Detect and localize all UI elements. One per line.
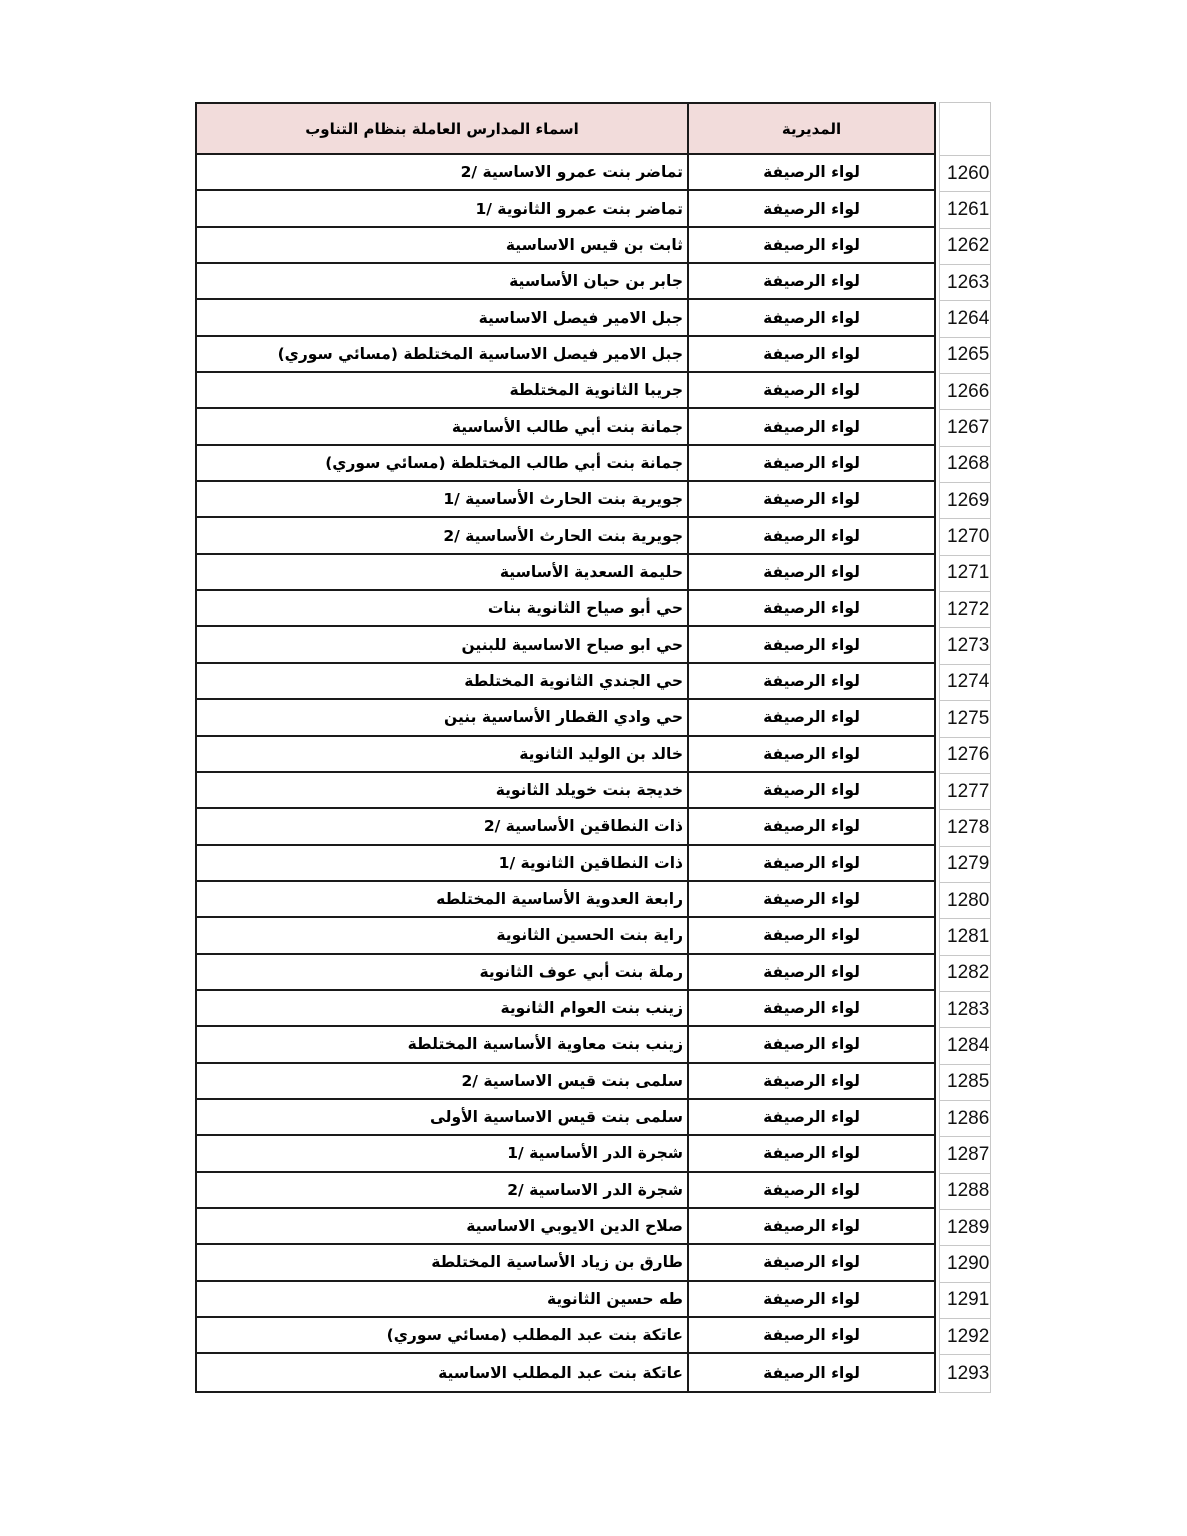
school-name-cell: ذات النطاقين الأساسية /2	[197, 809, 689, 845]
directorate-cell: لواء الرصيفة	[689, 955, 934, 991]
school-name-cell: تماضر بنت عمرو الثانوية /1	[197, 191, 689, 227]
directorate-cell: لواء الرصيفة	[689, 1173, 934, 1209]
school-name-cell: سلمى بنت قيس الاساسية /2	[197, 1064, 689, 1100]
row-number-cell: 1281	[940, 919, 990, 955]
row-number-cell: 1272	[940, 592, 990, 628]
directorate-cell: لواء الرصيفة	[689, 1245, 934, 1281]
directorate-cell: لواء الرصيفة	[689, 191, 934, 227]
directorate-cell: لواء الرصيفة	[689, 591, 934, 627]
row-number-cell: 1287	[940, 1137, 990, 1173]
row-number-cell: 1271	[940, 556, 990, 592]
school-name-cell: حليمة السعدية الأساسية	[197, 555, 689, 591]
directorate-cell: لواء الرصيفة	[689, 264, 934, 300]
school-name-cell: ذات النطاقين الثانوية /1	[197, 846, 689, 882]
school-name-cell: عاتكة بنت عبد المطلب (مسائي سوري)	[197, 1318, 689, 1354]
school-name-cell: حي أبو صياح الثانوية بنات	[197, 591, 689, 627]
directorate-cell: لواء الرصيفة	[689, 1209, 934, 1245]
row-number-spacer	[940, 103, 990, 156]
row-number-cell: 1280	[940, 883, 990, 919]
directorate-cell: لواء الرصيفة	[689, 1027, 934, 1063]
row-number-cell: 1286	[940, 1101, 990, 1137]
row-number-cell: 1265	[940, 338, 990, 374]
row-number-cell: 1270	[940, 519, 990, 555]
row-number-cell: 1282	[940, 956, 990, 992]
row-number-cell: 1260	[940, 156, 990, 192]
school-name-cell: زينب بنت العوام الثانوية	[197, 991, 689, 1027]
directorate-cell: لواء الرصيفة	[689, 773, 934, 809]
row-number-cell: 1275	[940, 701, 990, 737]
row-number-cell: 1283	[940, 992, 990, 1028]
school-name-cell: شجرة الدر الأساسية /1	[197, 1136, 689, 1172]
row-number-cell: 1292	[940, 1319, 990, 1355]
directorate-cell: لواء الرصيفة	[689, 1064, 934, 1100]
directorate-cell: لواء الرصيفة	[689, 664, 934, 700]
school-name-cell: جبل الامير فيصل الاساسية المختلطة (مسائي سوري)	[197, 337, 689, 373]
directorate-cell: لواء الرصيفة	[689, 155, 934, 191]
school-name-cell: شجرة الدر الاساسية /2	[197, 1173, 689, 1209]
school-name-cell: جمانة بنت أبي طالب الأساسية	[197, 409, 689, 445]
directorate-cell: لواء الرصيفة	[689, 373, 934, 409]
directorate-cell: لواء الرصيفة	[763, 1363, 860, 1382]
school-name-cell: حي الجندي الثانوية المختلطة	[197, 664, 689, 700]
row-number-cell: 1268	[940, 447, 990, 483]
school-name-cell: خالد بن الوليد الثانوية	[197, 737, 689, 773]
school-name-cell: حي وادي القطار الأساسية بنين	[197, 700, 689, 736]
directorate-cell: لواء الرصيفة	[689, 518, 934, 554]
directorate-cell: لواء الرصيفة	[689, 1100, 934, 1136]
row-number-cell: 1261	[940, 192, 990, 228]
school-name-cell: خديجة بنت خويلد الثانوية	[197, 773, 689, 809]
directorate-cell: لواء الرصيفة	[689, 1282, 934, 1318]
school-name-cell: سلمى بنت قيس الاساسية الأولى	[197, 1100, 689, 1136]
school-name-cell: طارق بن زياد الأساسية المختلطة	[197, 1245, 689, 1281]
school-name-cell: زينب بنت معاوية الأساسية المختلطة	[197, 1027, 689, 1063]
row-number-cell: 1291	[940, 1283, 990, 1319]
school-name-cell: صلاح الدين الايوبي الاساسية	[197, 1209, 689, 1245]
row-number-cell: 1284	[940, 1028, 990, 1064]
directorate-cell: لواء الرصيفة	[689, 991, 934, 1027]
school-name-cell: تماضر بنت عمرو الاساسية /2	[197, 155, 689, 191]
row-number-cell: 1267	[940, 410, 990, 446]
row-number-cell: 1274	[940, 665, 990, 701]
row-number-cell: 1289	[940, 1210, 990, 1246]
school-name-cell: حي ابو صياح الاساسية للبنين	[197, 627, 689, 663]
school-name-cell: رابعة العدوية الأساسية المختلطه	[197, 882, 689, 918]
directorate-cell: لواء الرصيفة	[689, 918, 934, 954]
row-number-cell: 1266	[940, 374, 990, 410]
directorate-cell: لواء الرصيفة	[689, 555, 934, 591]
row-number-cell: 1288	[940, 1174, 990, 1210]
row-number-cell: 1285	[940, 1065, 990, 1101]
directorate-cell: لواء الرصيفة	[689, 627, 934, 663]
row-number-cell: 1276	[940, 738, 990, 774]
directorate-cell: لواء الرصيفة	[689, 1136, 934, 1172]
row-number-cell: 1290	[940, 1246, 990, 1282]
directorate-cell: لواء الرصيفة	[689, 482, 934, 518]
row-number-cell: 1277	[940, 774, 990, 810]
schools-table	[195, 102, 936, 1393]
row-number-cell: 1262	[940, 229, 990, 265]
school-name-cell: جابر بن حيان الأساسية	[197, 264, 689, 300]
directorate-cell: لواء الرصيفة	[689, 809, 934, 845]
row-number-cell: 1279	[940, 847, 990, 883]
directorate-cell: لواء الرصيفة	[689, 409, 934, 445]
directorate-cell: لواء الرصيفة	[689, 300, 934, 336]
directorate-cell: لواء الرصيفة	[689, 737, 934, 773]
directorate-cell: لواء الرصيفة	[689, 228, 934, 264]
school-name-cell: راية بنت الحسين الثانوية	[197, 918, 689, 954]
row-number-cell: 1273	[940, 628, 990, 664]
school-name-cell: رملة بنت أبي عوف الثانوية	[197, 955, 689, 991]
school-name-cell: جريبا الثانوية المختلطة	[197, 373, 689, 409]
row-number-cell: 1264	[940, 301, 990, 337]
row-number-cell: 1263	[940, 265, 990, 301]
school-name-cell: جويرية بنت الحارث الأساسية /1	[197, 482, 689, 518]
row-number-column	[939, 102, 991, 1393]
school-name-cell: عاتكة بنت عبد المطلب الاساسية	[197, 1354, 689, 1390]
directorate-cell: لواء الرصيفة	[689, 700, 934, 736]
school-name-cell: جمانة بنت أبي طالب المختلطة (مسائي سوري)	[197, 446, 689, 482]
row-number-cell: 1293	[947, 1362, 990, 1384]
row-number-cell: 1269	[940, 483, 990, 519]
directorate-cell: لواء الرصيفة	[689, 1318, 934, 1354]
directorate-cell: لواء الرصيفة	[689, 846, 934, 882]
school-name-cell: ثابت بن قيس الاساسية	[197, 228, 689, 264]
directorate-cell: لواء الرصيفة	[689, 337, 934, 373]
school-name-cell: جبل الامير فيصل الاساسية	[197, 300, 689, 336]
directorate-cell: لواء الرصيفة	[689, 882, 934, 918]
header-directorate: المديرية	[689, 104, 934, 155]
school-name-cell: طه حسين الثانوية	[197, 1282, 689, 1318]
row-number-cell: 1278	[940, 810, 990, 846]
school-name-cell: جويرية بنت الحارث الأساسية /2	[197, 518, 689, 554]
directorate-cell: لواء الرصيفة	[689, 446, 934, 482]
header-school-names: اسماء المدارس العاملة بنظام التناوب	[197, 104, 689, 155]
